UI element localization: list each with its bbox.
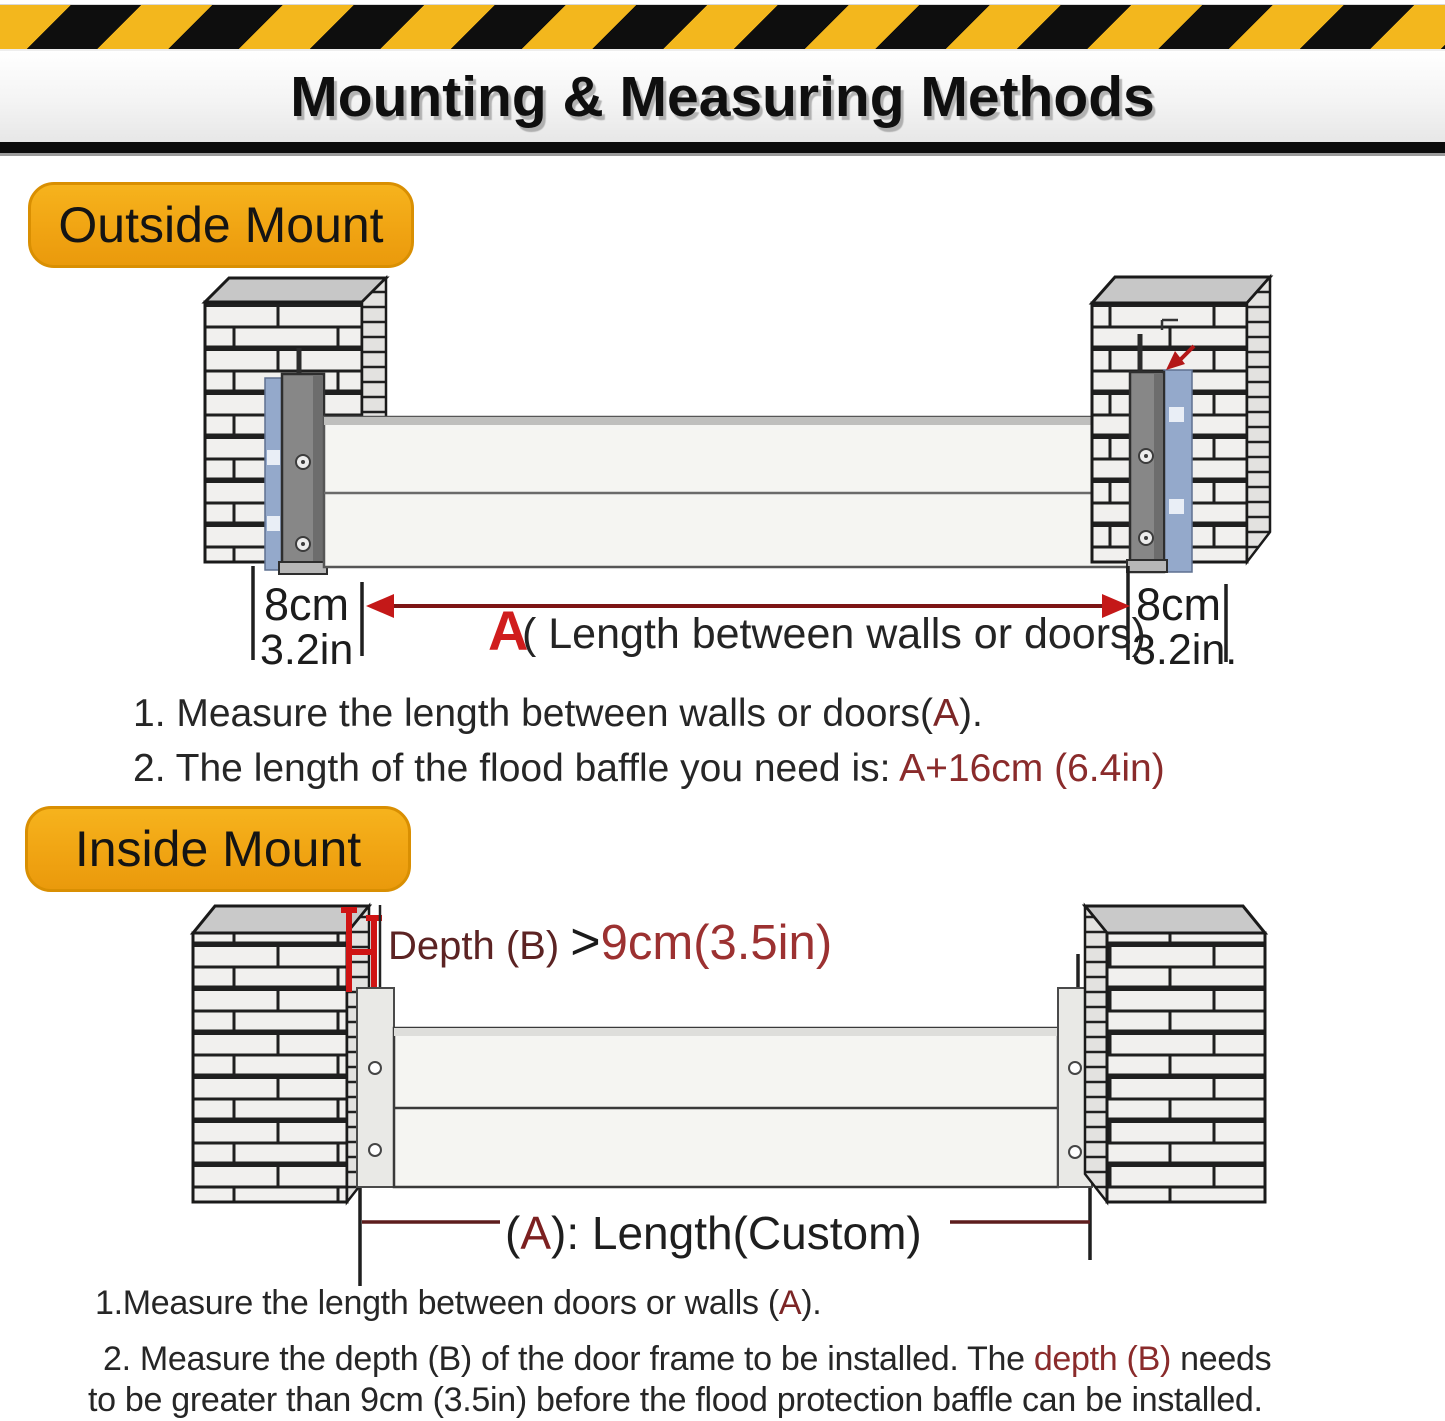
outside-step-2-em: A+16cm (6.4in) <box>899 747 1165 790</box>
outside-step-2-text: 2. The length of the flood baffle you need is: <box>133 747 900 790</box>
inside-step-1 <box>95 1284 821 1323</box>
inside-step-2 <box>103 1340 1271 1379</box>
screw-hole <box>369 1062 381 1074</box>
outside-step-1-text: 1. Measure the length between walls or doors( <box>133 692 933 735</box>
outside-dimension-annotation <box>253 566 1237 674</box>
inside-mount-badge <box>25 806 411 892</box>
outside-step-1-em: A <box>932 692 959 735</box>
outside-mount-badge <box>28 182 414 268</box>
hazard-stripe-band <box>0 4 1445 51</box>
title-band <box>0 51 1445 142</box>
inside-left-pillar <box>193 906 369 1202</box>
left-gap-in-label: 3.2in <box>260 626 354 674</box>
inside-left-rail <box>357 988 394 1187</box>
outside-mount-diagram <box>0 260 1445 690</box>
screw-hole <box>1069 1146 1081 1158</box>
depth-label <box>388 912 832 972</box>
length-label-rest: ): Length(Custom) <box>551 1207 922 1259</box>
length-label-open: ( <box>505 1207 521 1259</box>
length-letter-a: A <box>520 1207 552 1259</box>
outside-step-1 <box>133 692 983 736</box>
right-gap-cm-label: 8cm <box>1136 579 1222 630</box>
left-gap-cm-label: 8cm <box>264 579 350 630</box>
dimension-letter-a: A <box>488 599 529 662</box>
inside-step-3 <box>88 1381 1263 1420</box>
right-gap-in-label: 3.2in. <box>1132 626 1238 674</box>
page-title: Mounting & Measuring Methods <box>290 64 1155 129</box>
outside-mount-badge-label: Outside Mount <box>58 197 384 253</box>
arrowhead-left <box>366 594 394 618</box>
screw-hole <box>1069 1062 1081 1074</box>
outside-step-2 <box>133 747 1165 791</box>
screw-hole <box>369 1144 381 1156</box>
flood-barrier-planks-outside <box>324 417 1132 567</box>
inside-step-1-post: ). <box>801 1284 822 1322</box>
header-divider-bar <box>0 142 1445 156</box>
inside-step-1-text: 1.Measure the length between doors or walls ( <box>95 1284 779 1322</box>
inside-step-3-text: to be greater than 9cm (3.5in) before the flood protection baffle can be installed. <box>88 1381 1263 1419</box>
length-label <box>505 1206 922 1260</box>
flood-barrier-planks-inside <box>394 1028 1058 1187</box>
inside-mount-badge-label: Inside Mount <box>74 821 362 877</box>
seal-notch <box>1169 407 1184 422</box>
inside-step-2-post: needs <box>1170 1340 1272 1378</box>
greater-than-sign: > <box>570 913 601 971</box>
depth-label-text: Depth (B) <box>388 924 571 968</box>
inside-step-1-em: A <box>778 1284 802 1322</box>
depth-value: 9cm(3.5in) <box>600 916 833 970</box>
inside-step-2-em: depth (B) <box>1033 1340 1171 1378</box>
outside-step-1-post: ). <box>958 692 983 735</box>
seal-notch <box>267 516 280 531</box>
outside-left-mounting-channel <box>265 348 327 574</box>
seal-notch <box>1169 499 1184 514</box>
dimension-label: ( Length between walls or doors) <box>522 610 1146 658</box>
seal-notch <box>267 450 280 465</box>
inside-right-pillar <box>1085 906 1265 1202</box>
inside-step-2-text: 2. Measure the depth (B) of the door frame to be installed. The <box>103 1340 1034 1378</box>
